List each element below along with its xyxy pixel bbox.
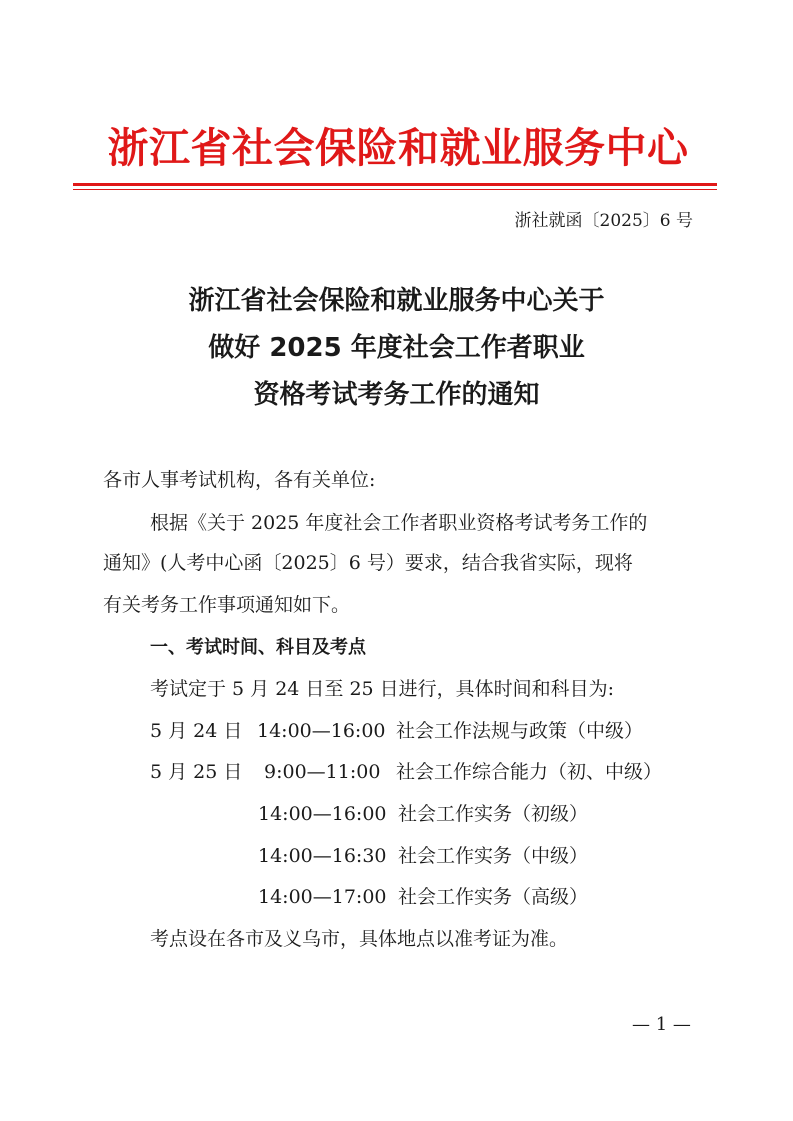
schedule-subject: 社会工作综合能力（初、中级） <box>396 761 663 783</box>
paragraph-line: 通知》(人考中心函〔2025〕6 号）要求，结合我省实际，现将 <box>103 552 633 574</box>
org-letterhead-title: 浙江省社会保险和就业服务中心 <box>107 124 689 172</box>
venue-note: 考点设在各市及义乌市，具体地点以准考证为准。 <box>150 928 569 950</box>
schedule-subject: 社会工作实务（高级） <box>398 886 589 908</box>
schedule-subject: 社会工作实务（中级） <box>398 845 589 867</box>
schedule-subject: 社会工作实务（初级） <box>398 803 589 825</box>
exam-intro: 考试定于 5 月 24 日至 25 日进行，具体时间和科目为: <box>150 678 615 700</box>
salutation: 各市人事考试机构，各有关单位: <box>103 469 376 491</box>
schedule-subject: 社会工作法规与政策（中级） <box>396 720 644 742</box>
schedule-time: 14:00—17:00 <box>258 886 387 908</box>
schedule-time: 9:00—11:00 <box>264 761 381 783</box>
schedule-time: 14:00—16:00 <box>257 720 386 742</box>
document-number: 浙社就函〔2025〕6 号 <box>514 211 693 231</box>
title-line: 做好 2025 年度社会工作者职业 <box>208 333 585 363</box>
schedule-time: 14:00—16:30 <box>258 845 387 867</box>
page-number: — 1 — <box>632 1014 691 1035</box>
letterhead-red-rule <box>73 183 717 186</box>
title-line: 浙江省社会保险和就业服务中心关于 <box>188 286 605 316</box>
letterhead-red-rule-thin <box>73 189 717 190</box>
section-heading: 一、考试时间、科目及考点 <box>150 637 366 658</box>
schedule-time: 14:00—16:00 <box>258 803 387 825</box>
document-title <box>60 278 733 419</box>
title-line: 资格考试考务工作的通知 <box>253 380 540 410</box>
paragraph-line: 有关考务工作事项通知如下。 <box>103 594 351 616</box>
paragraph-line: 根据《关于 2025 年度社会工作者职业资格考试考务工作的 <box>150 512 648 534</box>
schedule-date: 5 月 25 日 <box>150 761 243 783</box>
schedule-date: 5 月 24 日 <box>150 720 243 742</box>
